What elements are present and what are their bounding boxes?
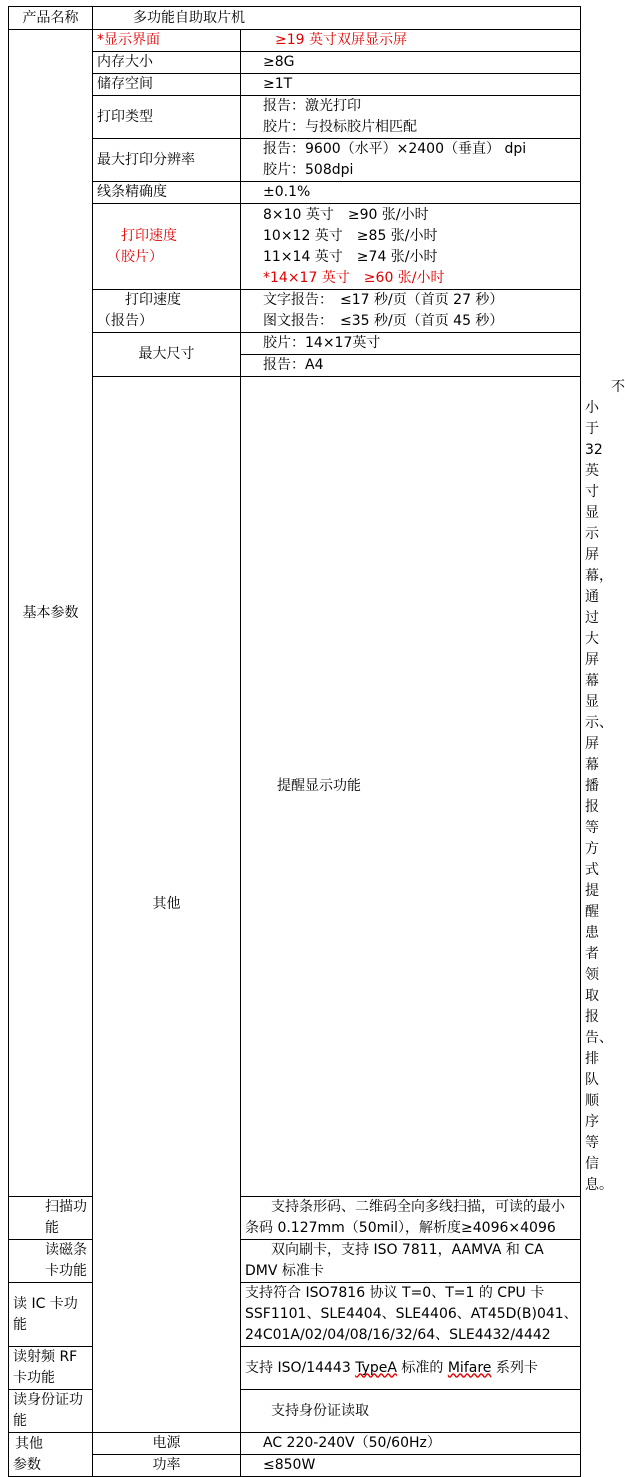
- table-row: [9, 1455, 581, 1477]
- max-size-report: 报告：A4: [241, 355, 581, 377]
- table-row: [9, 96, 581, 139]
- other-params-label-line: 参数: [13, 1456, 41, 1473]
- rf-card-label: 读射频 RF 卡功能: [9, 1347, 93, 1390]
- table-row: [9, 333, 581, 355]
- film-speed-line: 11×14 英寸 ≥74 张/小时: [263, 248, 438, 265]
- scan-value: 支持条形码、二维码全向多线扫描，可读的最小条码 0.127mm（50mil），解析度≥4096×4096: [241, 1197, 581, 1240]
- print-type-label: 打印类型: [93, 96, 241, 139]
- basic-params-label: 基本参数: [9, 30, 93, 1197]
- table-row: [9, 52, 581, 74]
- memory-label: 内存大小: [93, 52, 241, 74]
- report-speed-value: [241, 290, 581, 333]
- table-row: [9, 74, 581, 96]
- print-type-line: 报告：激光打印: [263, 98, 361, 114]
- power-supply-value: AC 220-240V（50/60Hz）: [241, 1433, 581, 1455]
- display-label: *显示界面: [93, 30, 241, 52]
- ic-card-line: 24C01A/02/04/08/16/32/64、SLE4432/4442: [245, 1327, 551, 1343]
- max-size-film: 胶片：14×17英寸: [241, 333, 581, 355]
- power-label: 功率: [93, 1455, 241, 1477]
- film-speed-label: [93, 204, 241, 290]
- rf-text: 标准的: [396, 1359, 448, 1376]
- table-row: [9, 290, 581, 333]
- scan-label: 扫描功能: [9, 1197, 93, 1240]
- magnetic-label: 读磁条卡功能: [9, 1240, 93, 1283]
- film-speed-label-line: 打印速度: [121, 227, 177, 244]
- table-row: 其他 提醒显示功能 不小于 32英寸显示屏幕，通过大屏幕显示、屏幕播报等方式提醒患者领取报告、排队顺序等信息。: [9, 377, 581, 1197]
- table-row: [9, 139, 581, 182]
- table-row: [9, 204, 581, 290]
- product-name-label: 产品名称: [9, 7, 93, 30]
- table-row: [9, 30, 581, 52]
- other-params-label: [9, 1433, 93, 1477]
- max-resolution-line: 胶片：508dpi: [263, 162, 354, 178]
- id-card-label: 读身份证功能: [9, 1390, 93, 1433]
- rf-text: 系列卡: [491, 1359, 538, 1376]
- max-resolution-line: 报告：9600（水平）×2400（垂直） dpi: [263, 141, 527, 157]
- film-speed-line-highlight: *14×17 英寸 ≥60 张/小时: [263, 269, 445, 286]
- report-speed-label: [93, 290, 241, 333]
- storage-value: ≥1T: [241, 74, 581, 96]
- report-speed-line: 文字报告： ≤17 秒/页（首页 27 秒）: [263, 292, 504, 308]
- film-speed-label-line: （胶片）: [107, 248, 163, 265]
- other-params-label-line: 其他: [15, 1435, 43, 1452]
- ic-card-line: 支持符合 ISO7816 协议 T=0、T=1 的 CPU 卡: [245, 1285, 545, 1301]
- ic-card-label: 读 IC 卡功能: [9, 1283, 93, 1347]
- line-precision-value: ±0.1%: [241, 182, 581, 204]
- report-speed-label-line: （报告）: [97, 313, 153, 329]
- report-speed-label-line: 打印速度: [125, 292, 181, 308]
- id-card-value: 支持身份证读取: [241, 1390, 581, 1433]
- max-size-label: 最大尺寸: [93, 333, 241, 377]
- table-row: [9, 182, 581, 204]
- table-row: [9, 7, 581, 30]
- table-row: [9, 1433, 581, 1455]
- spec-table: [8, 6, 625, 1477]
- product-name-value: 多功能自助取片机: [93, 7, 581, 30]
- rf-typea: TypeA: [355, 1359, 397, 1376]
- power-supply-label: 电源: [93, 1433, 241, 1455]
- ic-card-value: [241, 1283, 581, 1347]
- display-value: ≥19 英寸双屏显示屏: [241, 30, 581, 52]
- power-value: ≤850W: [241, 1455, 581, 1477]
- rf-card-value: [241, 1347, 581, 1390]
- magnetic-value: 双向刷卡，支持 ISO 7811，AAMVA 和 CA DMV 标准卡: [241, 1240, 581, 1283]
- memory-value: ≥8G: [241, 52, 581, 74]
- print-type-value: [241, 96, 581, 139]
- print-type-line: 胶片：与投标胶片相匹配: [263, 119, 417, 135]
- rf-text: 支持 ISO/14443: [245, 1359, 356, 1376]
- ic-card-line: SSF1101、SLE4404、SLE4406、AT45D(B)041、: [245, 1306, 578, 1322]
- storage-label: 储存空间: [93, 74, 241, 96]
- report-speed-line: 图文报告： ≤35 秒/页（首页 45 秒）: [263, 313, 504, 329]
- max-resolution-value: [241, 139, 581, 182]
- film-speed-line: 8×10 英寸 ≥90 张/小时: [263, 206, 429, 223]
- line-precision-label: 线条精确度: [93, 182, 241, 204]
- other-label: 其他: [93, 377, 241, 1433]
- rf-mifare: Mifare: [447, 1359, 492, 1376]
- max-resolution-label: 最大打印分辨率: [93, 139, 241, 182]
- reminder-label: 提醒显示功能: [241, 377, 581, 1197]
- film-speed-line: 10×12 英寸 ≥85 张/小时: [263, 227, 438, 244]
- film-speed-value: [241, 204, 581, 290]
